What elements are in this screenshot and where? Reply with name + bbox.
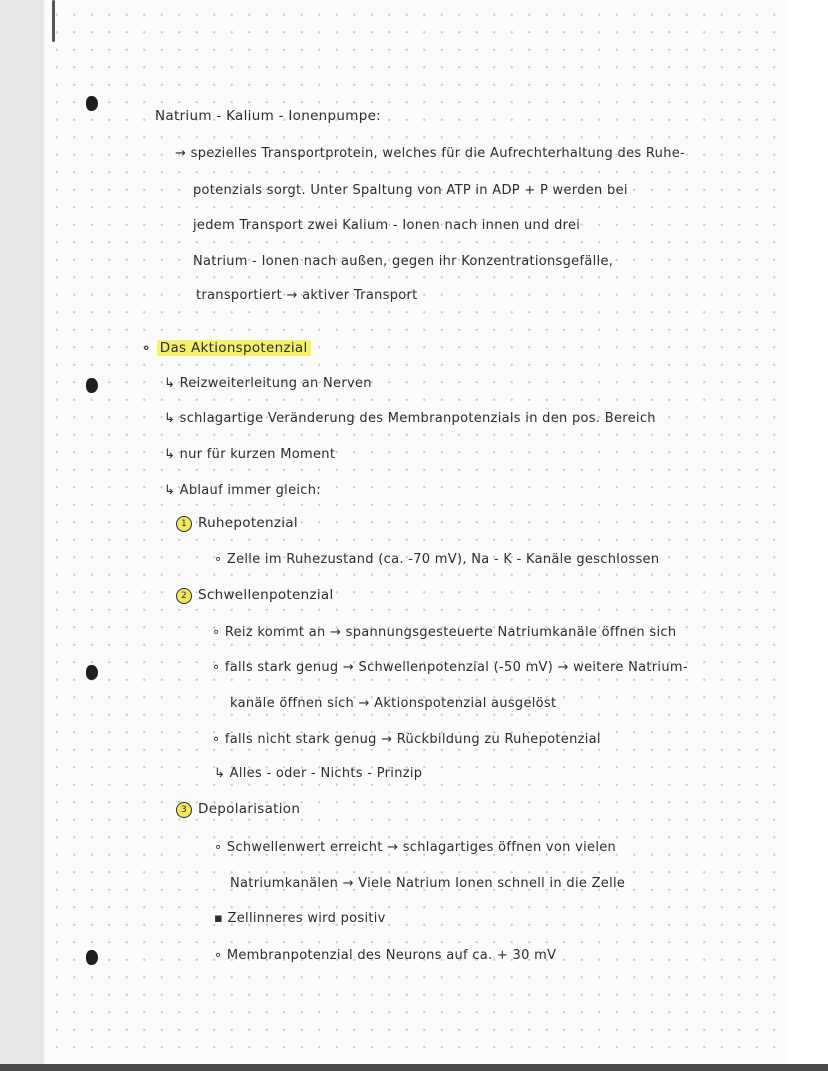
page-right-edge: [788, 0, 828, 1071]
phase-line: ↳ Alles - oder - Nichts - Prinzip: [214, 766, 423, 781]
phase-line: ∘ falls nicht stark genug → Rückbildung zu Ruhepotenzial: [212, 732, 601, 747]
punch-hole: [86, 96, 98, 111]
text-line: Natrium - Ionen nach außen, gegen ihr Konzentrationsgefälle,: [193, 254, 614, 269]
bullet-icon: ∘: [142, 340, 151, 356]
number-2-circle-icon: 2: [176, 588, 192, 604]
section-title-pump: Natrium - Kalium - Ionenpumpe:: [155, 108, 382, 124]
text-line: → spezielles Transportprotein, welches für die Aufrechterhaltung des Ruhe-: [175, 146, 686, 161]
highlighted-title: Das Aktionspotenzial: [157, 340, 311, 356]
point-line: ↳ nur für kurzen Moment: [164, 447, 336, 462]
phase-line: ∘ falls stark genug → Schwellenpotenzial (-50 mV) → weitere Natrium-: [212, 660, 688, 675]
text-line: transportiert → aktiver Transport: [196, 288, 418, 303]
phase-title: [176, 515, 298, 532]
point-line: ↳ Reizweiterleitung an Nerven: [164, 376, 372, 391]
page-bottom-edge: [0, 1064, 828, 1071]
phase-line: ∘ Reiz kommt an → spannungsgesteuerte Natriumkanäle öffnen sich: [212, 625, 677, 640]
phase-title-text: Schwellenpotenzial: [198, 587, 334, 603]
phase-title: [176, 801, 300, 818]
phase-title-text: Depolarisation: [198, 801, 301, 817]
phase-line: ∘ Schwellenwert erreicht → schlagartiges öffnen von vielen: [214, 840, 617, 855]
phase-line: ∘ Membranpotenzial des Neurons auf ca. + 30 mV: [214, 948, 557, 963]
phase-title: [176, 587, 334, 604]
punch-hole: [86, 378, 98, 393]
phase-line: kanäle öffnen sich → Aktionspotenzial ausgelöst: [230, 696, 557, 711]
phase-title-text: Ruhepotenzial: [198, 515, 298, 531]
number-3-circle-icon: 3: [176, 802, 192, 818]
page-left-edge: [0, 0, 44, 1071]
phase-line: ∘ Zelle im Ruhezustand (ca. -70 mV), Na - K - Kanäle geschlossen: [214, 552, 660, 567]
phase-line: ▪ Zellinneres wird positiv: [214, 911, 386, 926]
section-title-aktionspotenzial: [142, 340, 311, 356]
point-line: ↳ Ablauf immer gleich:: [164, 483, 321, 498]
text-line: potenzials sorgt. Unter Spaltung von ATP in ADP + P werden bei: [193, 183, 628, 198]
phase-line: Natriumkanälen → Viele Natrium Ionen schnell in die Zelle: [230, 876, 626, 891]
point-line: ↳ schlagartige Veränderung des Membranpotenzials in den pos. Bereich: [164, 411, 656, 426]
binding-mark: [52, 0, 55, 42]
number-1-circle-icon: 1: [176, 516, 192, 532]
punch-hole: [86, 665, 98, 680]
text-line: jedem Transport zwei Kalium - Ionen nach innen und drei: [193, 218, 581, 233]
punch-hole: [86, 950, 98, 965]
